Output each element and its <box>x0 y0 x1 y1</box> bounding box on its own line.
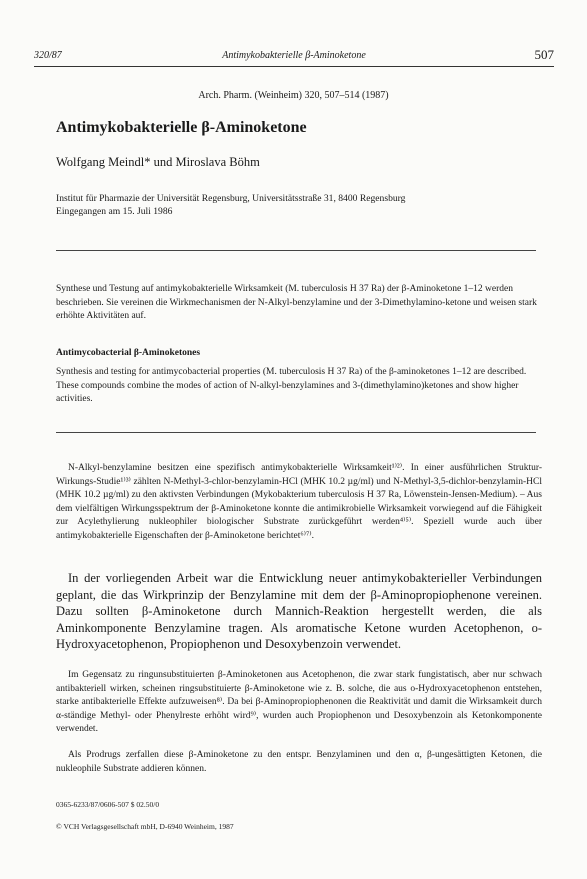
body-paragraph-3: Im Gegensatz zu ringunsubstituierten β-Aminoketonen aus Acetophenon, die zwar stark fungistatisch, aber nur schwach antibakteriell wirken, scheinen ringsubstituierte β-Aminoketone wie z. B. solche, die aus o-Hydroxyacetophenon entstehen, starke antibakterielle Effekte aufzuweisen⁸⁾. Da bei β-Aminopropiophenonen die Reaktivität und damit die Wirksamkeit durch α-ständige Methyl- oder Phenylreste erhöht wird⁹⁾, wurden auch Propiophenon und Desoxybenzoin als Ketonkomponente verwendet. <box>56 670 542 734</box>
running-head-code: 320/87 <box>34 50 62 61</box>
received-date: Eingegangen am 15. Juli 1986 <box>56 206 173 217</box>
page-number: 507 <box>534 47 554 62</box>
authors: Wolfgang Meindl* und Miroslava Böhm <box>56 155 260 169</box>
affiliation <box>56 192 526 218</box>
body-paragraph-2: In der vorliegenden Arbeit war die Entwicklung neuer antimykobakterieller Verbindungen geplant, die das Wirkprinzip der Benzylamine mit dem der β-Aminopropiophenone vereinen. Dazu sollten β-Aminoketone durch Mannich-Reaktion hergestellt werden, die als Aminkomponente Benzylamine tragen. Als aromatische Ketone wurden Acetophenon, o-Hydroxyacetophenon, Propiophenon und Desoxybenzoin verwendet. <box>56 571 542 651</box>
footer-copyright: © VCH Verlagsgesellschaft mbH, D-6940 Weinheim, 1987 <box>56 822 234 831</box>
abstract-rule-bottom <box>56 432 536 433</box>
footer-code: 0365-6233/87/0606-507 $ 02.50/0 <box>56 800 160 809</box>
abstract-english-title: Antimycobacterial β-Aminoketones <box>56 348 201 358</box>
institution: Institut für Pharmazie der Universität Regensburg, Universitätsstraße 31, 8400 Regensburg <box>56 193 406 204</box>
body-paragraph-1: N-Alkyl-benzylamine besitzen eine spezifisch antimykobakterielle Wirksamkeit¹⁾²⁾. In einer ausführlichen Struktur-Wirkungs-Studie¹⁾³⁾ zählten N-Methyl-3-chlor-benzylamin-HCl (MHK 10.2 µg/ml) und N-Methyl-3,5-dichlor-benzylamin-HCl (MHK 10.2 µg/ml) zu den aktivsten Verbindungen (Mykobakterium tuberculosis H 37 Ra, Löwenstein-Jensen-Medium). – Aus dem vielfältigen Wirkungsspektrum der β-Aminoketone konnte die antimikrobielle Wirksamkeit vorwiegend auf die Fähigkeit zur Acylethylierung nukleophiler biologischer Substrate zurückgeführt werden⁴⁾⁵⁾. Speziell wurde auch über antimykobakterielle Eigenschaften der β-Aminoketone berichtet⁶⁾⁷⁾. <box>56 463 542 541</box>
header-rule <box>34 66 554 67</box>
abstract-english: Synthesis and testing for antimycobacterial properties (M. tuberculosis H 37 Ra) of the β-aminoketones 1–12 are described. These compounds combine the modes of action of N-alkyl-benzylamines and 3-(dimethylamino)ketones and show higher activities. <box>56 367 527 404</box>
abstract-rule-top <box>56 250 536 251</box>
article-title: Antimykobakterielle β-Aminoketone <box>56 119 307 136</box>
abstract-german: Synthese und Testung auf antimykobakterielle Wirksamkeit (M. tuberculosis H 37 Ra) der β-Aminoketone 1–12 werden beschrieben. Sie vereinen die Wirkmechanismen der N-Alkyl-benzylamine und der 3-Dimethylamino-ketone und weisen stark erhöhte Aktivitäten auf. <box>56 284 537 321</box>
journal-reference: Arch. Pharm. (Weinheim) 320, 507–514 (1987) <box>198 90 389 101</box>
body-paragraph-4: Als Prodrugs zerfallen diese β-Aminoketone zu den entspr. Benzylaminen und den α, β-ungesättigten Ketonen, die nukleophile Substrate addieren können. <box>56 750 542 774</box>
running-head <box>34 48 554 64</box>
running-head-title: Antimykobakterielle β-Aminoketone <box>222 50 366 61</box>
